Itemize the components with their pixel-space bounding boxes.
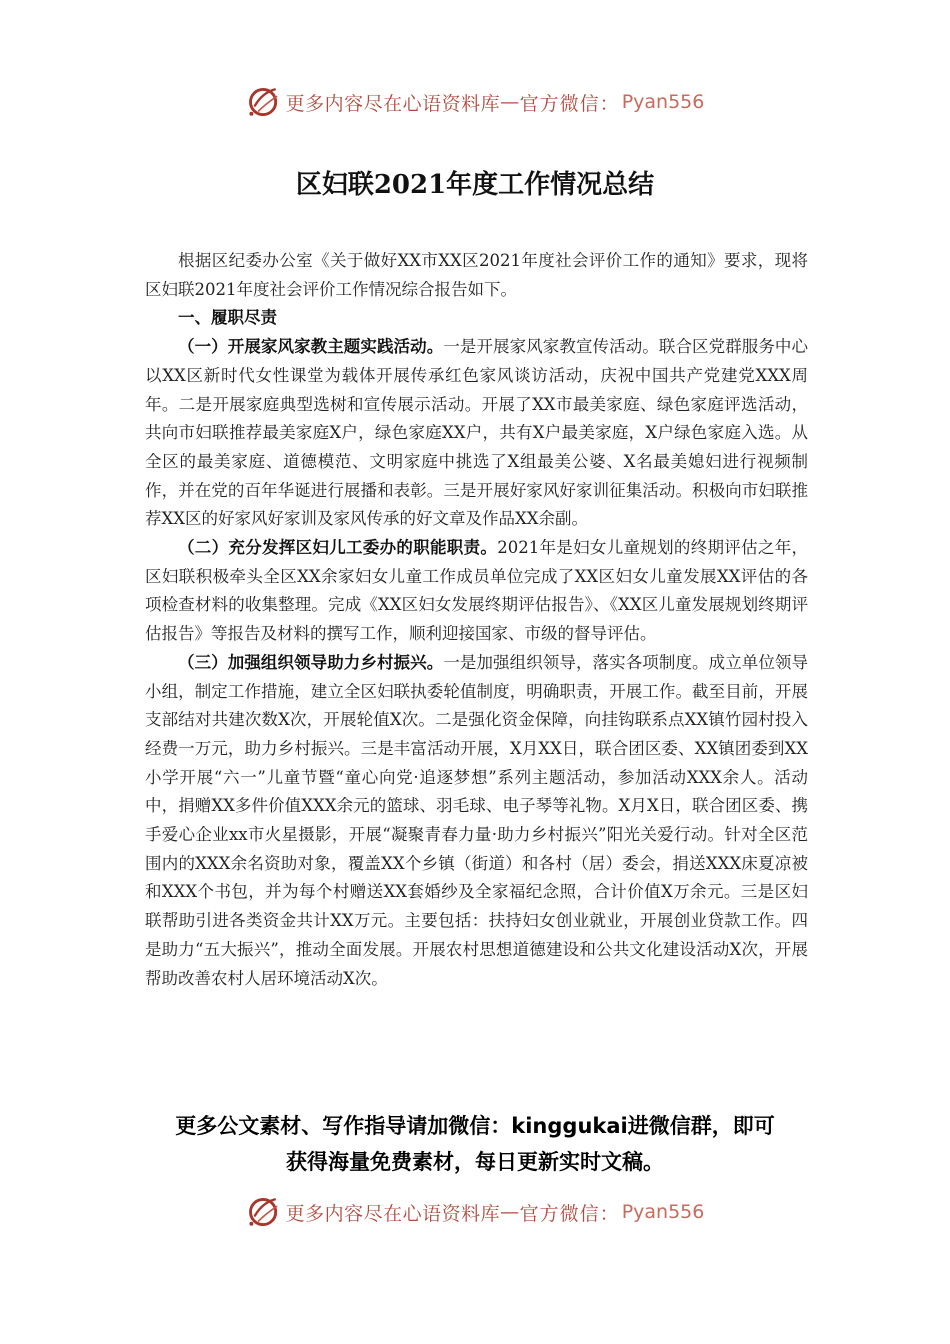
banner-dash: — bbox=[500, 1201, 520, 1223]
footer-banner bbox=[0, 1192, 950, 1232]
promo-line-2: 获得海量免费素材，每日更新实时文稿。 bbox=[286, 1150, 664, 1174]
promo-line-1: 更多公文素材、写作指导请加微信：kinggukai进微信群，即可 bbox=[175, 1114, 775, 1138]
header-banner bbox=[0, 82, 950, 122]
item-paragraph-3 bbox=[145, 649, 808, 993]
item-lead-3: （三）加强组织领导助力乡村振兴。 bbox=[178, 652, 444, 672]
item-body-2: 2021年是妇女儿童规划的终期评估之年，区妇联积极牵头全区XX余家妇女儿童工作成员单位完成了XX区妇女儿童发展XX评估的各项检查材料的收集整理。完成《XX区妇女发展终期评估报告》、《XX区儿童发展规划终期评估报告》等报告及材料的撰写工作，顺利迎接国家、市级的督导评估。 bbox=[145, 538, 808, 644]
banner-wechat-id: Pyan556 bbox=[621, 91, 705, 113]
item-body-3: 一是加强组织领导，落实各项制度。成立单位领导小组，制定工作措施，建立全区妇联执委轮值制度，明确职责，开展工作。截至目前，开展支部结对共建次数X次，开展轮值X次。二是强化资金保障，向挂钩联系点XX镇竹园村投入经费一万元，助力乡村振兴。三是丰富活动开展，X月XX日，联合团区委、XX镇团委到XX小学开展“六一”儿童节暨“童心向党·追逐梦想”系列主题活动，参加活动XXX余人。活动中，捐赠XX多件价值XXX余元的篮球、羽毛球、电子琴等礼物。X月X日，联合团区委、携手爱心企业xx市火星摄影，开展“凝聚青春力量·助力乡村振兴”阳光关爱行动。针对全区范围内的XXX余名资助对象，覆盖XX个乡镇（街道）和各村（居）委会，捐送XXX床夏凉被和XXX个书包，并为每个村赠送XX套婚纱及全家福纪念照，合计价值X万余元。三是区妇联帮助引进各类资金共计XX万元。主要包括：扶持妇女创业就业，开展创业贷款工作。四是助力“五大振兴”，推动全面发展。开展农村思想道德建设和公共文化建设活动X次，开展帮助改善农村人居环境活动X次。 bbox=[145, 652, 809, 988]
item-paragraph-2 bbox=[145, 534, 808, 649]
document-title: 区妇联2021年度工作情况总结 bbox=[295, 170, 655, 200]
section-heading: 一、履职尽责 bbox=[178, 308, 277, 328]
item-lead-2: （二）充分发挥区妇儿工委办的职能职责。 bbox=[178, 538, 498, 558]
promo-notice bbox=[0, 1108, 950, 1180]
banner-dash: — bbox=[500, 91, 520, 113]
banner-wechat-label: 官方微信： bbox=[519, 92, 620, 115]
intro-paragraph: 根据区纪委办公室《关于做好XX市XX区2021年度社会评价工作的通知》要求，现将区妇联2021年度社会评价工作情况综合报告如下。 bbox=[145, 251, 808, 299]
brush-logo-icon bbox=[246, 84, 282, 120]
item-body-1: 一是开展家风家教宣传活动。联合区党群服务中心以XX区新时代女性课堂为载体开展传承红色家风谈访活动，庆祝中国共产党建党XXX周年。二是开展家庭典型选树和宣传展示活动。开展了XX市最美家庭、绿色家庭评选活动，共向市妇联推荐最美家庭X户，绿色家庭XX户，共有X户最美家庭，X户绿色家庭入选。从全区的最美家庭、道德模范、文明家庭中挑选了X组最美公婆、X名最美媳妇进行视频制作，并在党的百年华诞进行展播和表彰。三是开展好家风好家训征集活动。积极向市妇联推荐XX区的好家风好家训及家风传承的好文章及作品XX余副。 bbox=[145, 337, 809, 529]
item-lead-1: （一）开展家风家教主题实践活动。 bbox=[178, 337, 444, 357]
banner-text: 更多内容尽在心语资料库 bbox=[285, 1202, 501, 1225]
banner-wechat-id: Pyan556 bbox=[621, 1201, 705, 1223]
banner-text: 更多内容尽在心语资料库 bbox=[285, 92, 501, 115]
banner-wechat-label: 官方微信： bbox=[519, 1202, 620, 1225]
item-paragraph-1 bbox=[145, 333, 808, 534]
document-body bbox=[145, 247, 808, 993]
brush-logo-icon bbox=[246, 1194, 282, 1230]
